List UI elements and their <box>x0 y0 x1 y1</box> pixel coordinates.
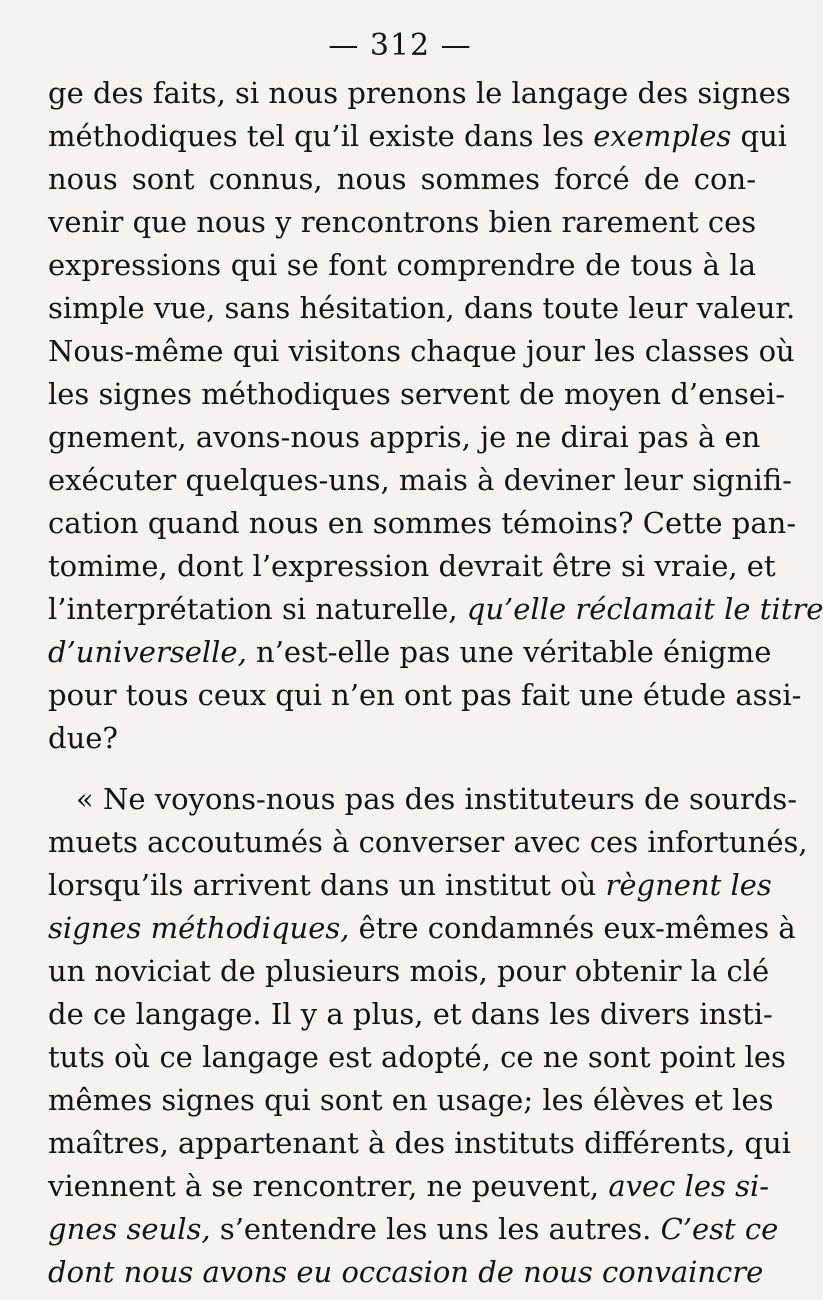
text-line <box>48 1208 779 1251</box>
text-line <box>48 821 808 864</box>
text-run: muets accoutumés à converser avec ces infortunés, <box>48 825 808 859</box>
italic-text: exemples <box>593 119 732 153</box>
italic-text: dont nous avons eu occasion de nous convaincre <box>48 1255 764 1289</box>
text-run: n’est-elle pas une véritable énigme <box>246 635 772 669</box>
text-run: Nous-même qui visitons chaque jour les classes où <box>48 334 795 368</box>
text-run: nous sont connus, nous sommes forcé de con- <box>48 162 756 196</box>
text-run: tomime, dont l’expression devrait être si vraie, et <box>48 549 776 583</box>
text-line <box>48 545 776 588</box>
text-run: venir que nous y rencontrons bien rarement ces <box>48 205 757 239</box>
italic-text: gnes seuls, <box>48 1212 211 1246</box>
text-line <box>48 778 798 821</box>
text-line <box>48 72 791 115</box>
paragraph-1 <box>48 72 823 760</box>
text-line <box>48 158 756 201</box>
text-line <box>48 416 761 459</box>
text-line <box>48 993 773 1036</box>
italic-text: règnent les <box>605 868 772 902</box>
text-line <box>48 864 772 907</box>
text-line <box>48 1165 770 1208</box>
text-line <box>48 244 756 287</box>
page-number: — 312 — <box>328 28 472 63</box>
text-line <box>48 631 772 674</box>
italic-text: C’est ce <box>660 1212 779 1246</box>
paragraph-gap <box>48 760 756 778</box>
text-line <box>48 1122 791 1165</box>
text-line <box>48 717 756 760</box>
text-run: méthodiques tel qu’il existe dans les <box>48 119 594 153</box>
italic-text: avec les si- <box>608 1169 770 1203</box>
text-run: « Ne voyons-nous pas des instituteurs de sourds- <box>76 782 798 816</box>
text-run: ge des faits, si nous prenons le langage des signes <box>48 76 791 110</box>
text-line <box>48 502 797 545</box>
text-line <box>48 115 788 158</box>
text-run: maîtres, appartenant à des instituts différents, qui <box>48 1126 791 1160</box>
text-line <box>48 674 802 717</box>
text-run: cation quand nous en sommes témoins? Cette pan- <box>48 506 797 540</box>
italic-text: qu’elle réclamait le titre <box>466 592 823 626</box>
text-run: viennent à se rencontrer, ne peuvent, <box>48 1169 609 1203</box>
text-run: l’interprétation si naturelle, <box>48 592 467 626</box>
text-run: mêmes signes qui sont en usage; les élèves et les <box>48 1083 774 1117</box>
text-run: s’entendre les uns les autres. <box>210 1212 661 1246</box>
body-text <box>48 72 823 1294</box>
text-run: expressions qui se font comprendre de tous à la <box>48 248 756 282</box>
text-line <box>48 330 795 373</box>
text-run: de ce langage. Il y a plus, et dans les divers insti- <box>48 997 773 1031</box>
text-run: qui <box>731 119 788 153</box>
italic-text: d’universelle, <box>48 635 247 669</box>
text-line <box>48 950 770 993</box>
text-line <box>48 1036 786 1079</box>
text-run: les signes méthodiques servent de moyen d’ensei- <box>48 377 786 411</box>
text-line <box>48 588 823 631</box>
text-line <box>48 907 796 950</box>
text-run: exécuter quelques-uns, mais à deviner leur signifi- <box>48 463 792 497</box>
text-run: due? <box>48 721 118 755</box>
text-run: pour tous ceux qui n’en ont pas fait une étude assi- <box>48 678 802 712</box>
text-line <box>48 459 792 502</box>
text-line <box>48 201 756 244</box>
text-run: gnement, avons-nous appris, je ne dirai pas à en <box>48 420 761 454</box>
text-run: être condamnés eux-mêmes à <box>349 911 796 945</box>
text-run: un noviciat de plusieurs mois, pour obtenir la clé <box>48 954 770 988</box>
italic-text: signes méthodiques, <box>48 911 350 945</box>
text-run: tuts où ce langage est adopté, ce ne sont point les <box>48 1040 786 1074</box>
text-line <box>48 1079 774 1122</box>
text-run: simple vue, sans hésitation, dans toute leur valeur. <box>48 291 796 325</box>
text-line <box>48 373 786 416</box>
text-line <box>48 287 796 330</box>
text-run: lorsqu’ils arrivent dans un institut où <box>48 868 606 902</box>
paragraph-2 <box>48 778 808 1294</box>
text-line <box>48 1251 764 1294</box>
